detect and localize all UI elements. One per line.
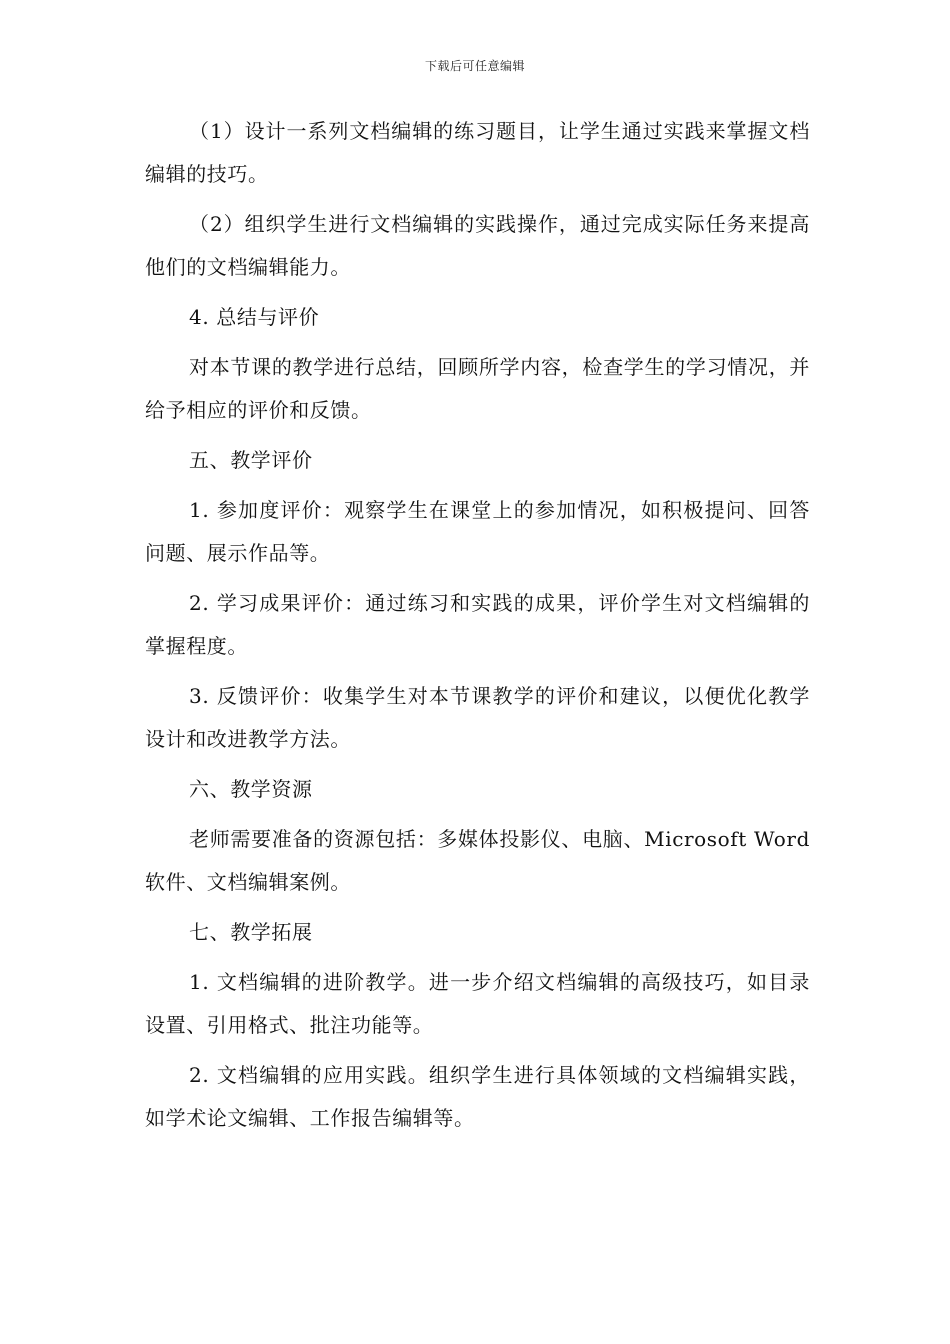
paragraph-learning-outcome-evaluation: 2. 学习成果评价：通过练习和实践的成果，评价学生对文档编辑的掌握程度。 bbox=[145, 591, 810, 658]
paragraph-summary: 对本节课的教学进行总结，回顾所学内容，检查学生的学习情况，并给予相应的评价和反馈。 bbox=[145, 355, 810, 422]
heading-summary-evaluation: 4. 总结与评价 bbox=[189, 305, 320, 329]
paragraph-application-practice: 2. 文档编辑的应用实践。组织学生进行具体领域的文档编辑实践，如学术论文编辑、工作报告编辑等。 bbox=[145, 1063, 810, 1130]
paragraph-feedback-evaluation: 3. 反馈评价：收集学生对本节课教学的评价和建议，以便优化教学设计和改进教学方法。 bbox=[145, 684, 810, 751]
heading-teaching-evaluation: 五、教学评价 bbox=[189, 448, 313, 472]
paragraph-advanced-teaching: 1. 文档编辑的进阶教学。进一步介绍文档编辑的高级技巧，如目录设置、引用格式、批注功能等。 bbox=[145, 970, 810, 1037]
page-header: 下载后可任意编辑 bbox=[424, 59, 525, 73]
heading-teaching-resources: 六、教学资源 bbox=[189, 777, 313, 801]
heading-teaching-extension: 七、教学拓展 bbox=[189, 920, 313, 944]
paragraph-resources: 老师需要准备的资源包括：多媒体投影仪、电脑、Microsoft Word 软件、文档编辑案例。 bbox=[145, 827, 810, 894]
document-body bbox=[145, 110, 810, 1147]
paragraph-participation-evaluation: 1. 参加度评价：观察学生在课堂上的参加情况，如积极提问、回答问题、展示作品等。 bbox=[145, 498, 810, 565]
paragraph-exercise-design: （1）设计一系列文档编辑的练习题目，让学生通过实践来掌握文档编辑的技巧。 bbox=[145, 119, 810, 186]
paragraph-practice-operation: （2）组织学生进行文档编辑的实践操作，通过完成实际任务来提高他们的文档编辑能力。 bbox=[145, 212, 810, 279]
